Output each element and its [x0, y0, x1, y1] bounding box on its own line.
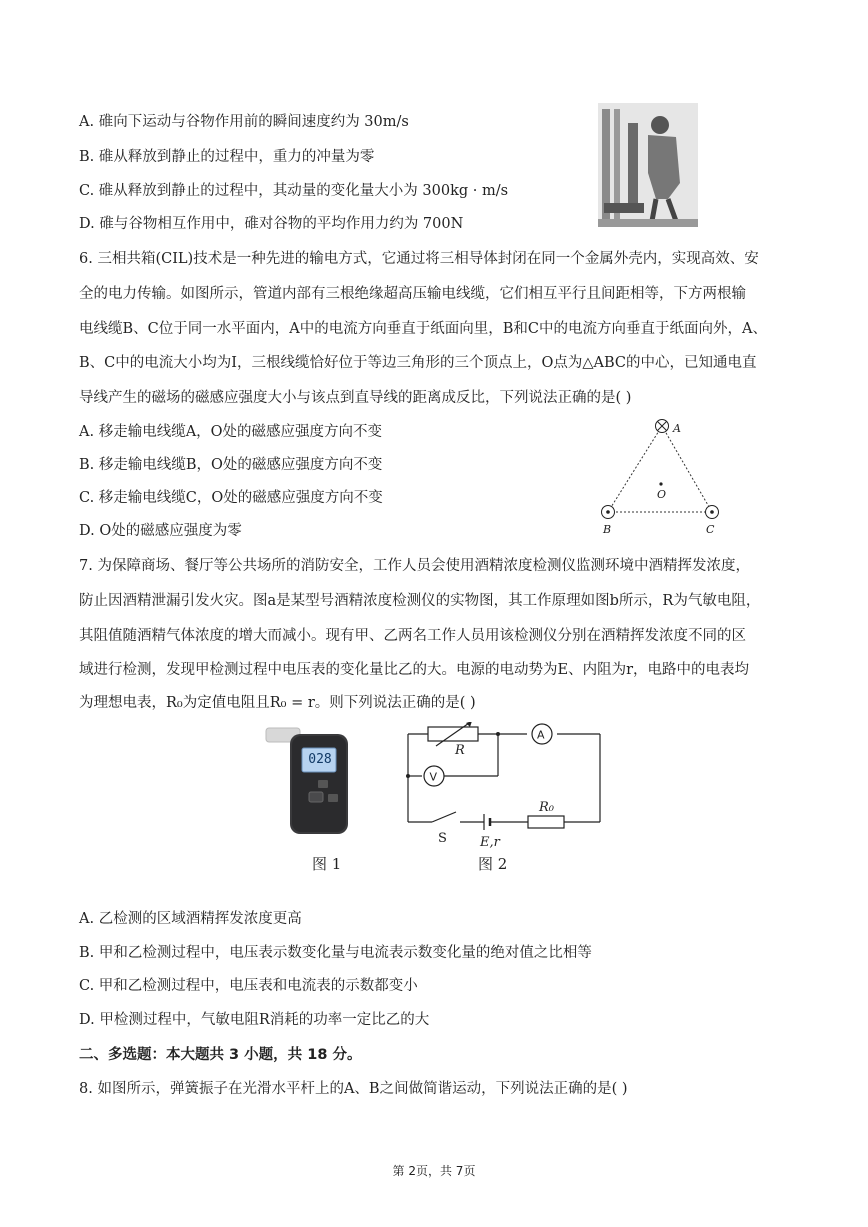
- q7-stem-line-3: 其阻值随酒精气体浓度的增大而减小。现有甲、乙两名工作人员用该检测仪分别在酒精挥发浓度不同的区: [79, 628, 746, 644]
- q7-option-c: C. 甲和乙检测过程中，电压表和电流表的示数都变小: [79, 978, 418, 994]
- cable-c-out-of-page-icon: [706, 506, 719, 519]
- q6-stem-line-3: 电线缆B、C位于同一水平面内，A中的电流方向垂直于纸面向里，B和C中的电流方向垂直于纸面向外，A、: [79, 321, 767, 337]
- q5-option-b: B. 碓从释放到静止的过程中，重力的冲量为零: [79, 149, 375, 165]
- q6-option-a: A. 移走输电线缆A，O处的磁感应强度方向不变: [79, 424, 383, 440]
- label-r: R: [455, 743, 465, 758]
- page-footer: 第 2页，共 7页: [392, 1164, 476, 1178]
- circuit-diagram: [400, 722, 610, 850]
- switch-s: [432, 812, 456, 822]
- fixed-resistor-r0: [528, 816, 564, 828]
- q7-stem-line-5: 为理想电表，R₀为定值电阻且R₀ = r。则下列说法正确的是( ): [79, 695, 476, 711]
- q6-stem-line-5: 导线产生的磁场的磁感应强度大小与该点到直导线的距离成反比，下列说法正确的是( ): [79, 390, 632, 406]
- q8-stem: 8. 如图所示，弹簧振子在光滑水平杆上的A、B之间做简谐运动，下列说法正确的是( ): [79, 1081, 628, 1097]
- q5-option-a: A. 碓向下运动与谷物作用前的瞬间速度约为 30m/s: [79, 114, 409, 130]
- q7-stem-line-1: 7. 为保障商场、餐厅等公共场所的消防安全，工作人员会使用酒精浓度检测仪监测环境中酒精挥发浓度，: [79, 558, 750, 574]
- label-voltmeter: V: [429, 770, 438, 784]
- alcohol-detector-photo: [262, 724, 362, 840]
- cable-a-into-page-icon: [656, 420, 669, 433]
- q7-option-b: B. 甲和乙检测过程中，电压表示数变化量与电流表示数变化量的绝对值之比相等: [79, 945, 592, 961]
- figure-2-caption: 图 2: [478, 855, 508, 873]
- label-r0: R₀: [539, 800, 554, 815]
- label-emf: E,r: [480, 835, 500, 850]
- cable-b-out-of-page-icon: [602, 506, 615, 519]
- triangle-cables-diagram: [590, 412, 730, 540]
- q6-stem-line-2: 全的电力传输。如图所示，管道内部有三根绝缘超高压输电线缆，它们相互平行且间距相等，下方两根输: [79, 286, 746, 302]
- q5-option-d: D. 碓与谷物相互作用中，碓对谷物的平均作用力约为 700N: [79, 216, 464, 232]
- q7-stem-line-4: 域进行检测，发现甲检测过程中电压表的变化量比乙的大。电源的电动势为E、内阻为r，电路中的电表均: [79, 662, 750, 678]
- q5-option-c: C. 碓从释放到静止的过程中，其动量的变化量大小为 300kg · m/s: [79, 183, 509, 199]
- label-c: C: [706, 523, 715, 536]
- label-o: O: [657, 488, 667, 501]
- center-point-o: [659, 482, 662, 485]
- section-2-title: 二、多选题：本大题共 3 小题，共 18 分。: [79, 1047, 362, 1063]
- label-a: A: [673, 422, 681, 435]
- q6-stem-line-4: B、C中的电流大小均为I，三根线缆恰好位于等边三角形的三个顶点上，O点为△ABC的中心，已知通电直: [79, 355, 757, 371]
- figure-1-caption: 图 1: [312, 855, 342, 873]
- rice-pounder-illustration: [598, 103, 698, 227]
- q7-stem-line-2: 防止因酒精泄漏引发火灾。图a是某型号酒精浓度检测仪的实物图，其工作原理如图b所示，R为气敏电阻，: [79, 593, 761, 609]
- device-display-reading: 028: [308, 752, 332, 767]
- q6-option-c: C. 移走输电线缆C，O处的磁感应强度方向不变: [79, 490, 383, 506]
- q6-stem-line-1: 6. 三相共箱(CIL)技术是一种先进的输电方式，它通过将三相导体封闭在同一个金属外壳内，实现高效、安: [79, 251, 759, 267]
- q7-option-a: A. 乙检测的区域酒精挥发浓度更高: [79, 911, 302, 927]
- q6-option-d: D. O处的磁感应强度为零: [79, 523, 242, 539]
- q6-option-b: B. 移走输电线缆B，O处的磁感应强度方向不变: [79, 457, 383, 473]
- q7-option-d: D. 甲检测过程中，气敏电阻R消耗的功率一定比乙的大: [79, 1012, 430, 1028]
- label-b: B: [603, 523, 612, 536]
- label-switch: S: [438, 831, 447, 846]
- label-ammeter: A: [537, 728, 545, 742]
